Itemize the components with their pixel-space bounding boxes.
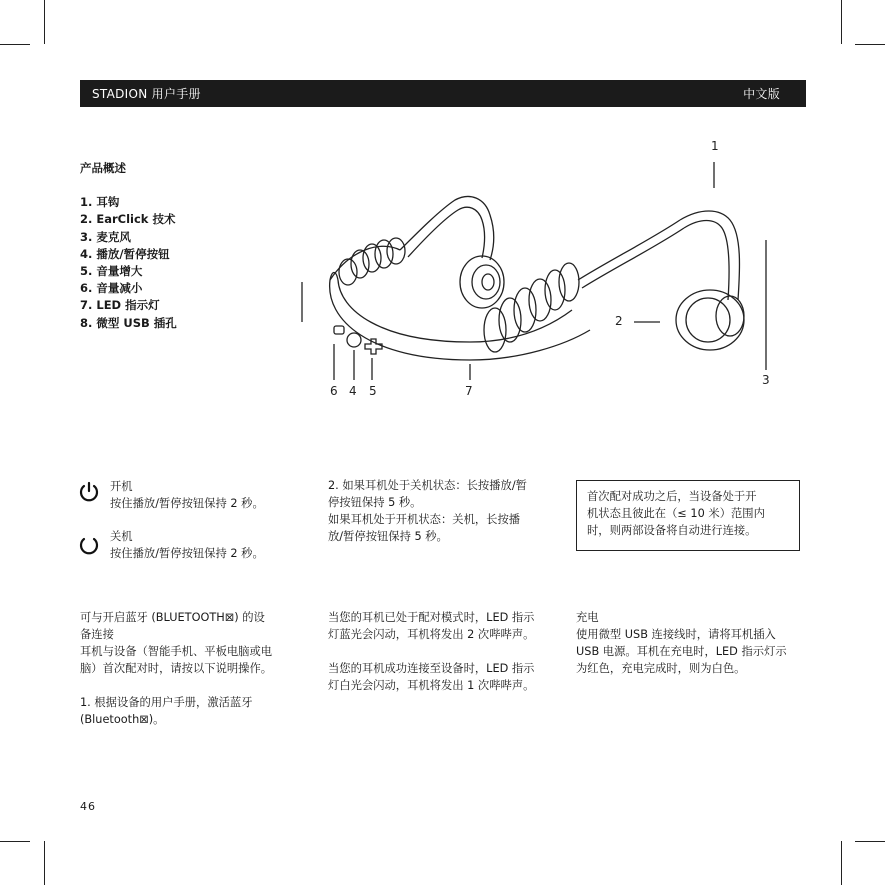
note-line: 机状态且彼此在（≤ 10 米）范围内 <box>587 507 765 520</box>
overview-item: 2. EarClick 技术 <box>80 212 176 227</box>
bluetooth-line: 脑）首次配对时，请按以下说明操作。 <box>80 662 273 675</box>
toggle-line: 放/暂停按钮保持 5 秒。 <box>328 530 448 543</box>
charging-section <box>576 609 787 677</box>
toggle-line: 2. 如果耳机处于关机状态：长按播放/暂 <box>328 479 527 492</box>
toggle-line: 停按钮保持 5 秒。 <box>328 496 422 509</box>
product-overview <box>80 160 177 332</box>
callout-7: 7 <box>465 384 473 398</box>
callout-4: 4 <box>349 384 357 398</box>
bluetooth-line: 1. 根据设备的用户手册，激活蓝牙 <box>80 696 253 709</box>
header-bar <box>80 80 806 107</box>
pairing-line: 当您的耳机成功连接至设备时，LED 指示 <box>328 662 535 675</box>
overview-item: 7. LED 指示灯 <box>80 298 160 313</box>
callout-1: 1 <box>711 139 719 153</box>
overview-item: 5. 音量增大 <box>80 264 143 279</box>
callout-3: 3 <box>762 373 770 387</box>
pairing-line: 灯蓝光会闪动，耳机将发出 2 次哔哔声。 <box>328 628 535 641</box>
callout-5: 5 <box>369 384 377 398</box>
crop-mark <box>855 841 885 842</box>
power-on-icon <box>78 481 100 503</box>
pairing-section <box>328 609 534 694</box>
pairing-line: 当您的耳机已处于配对模式时，LED 指示 <box>328 611 535 624</box>
charging-line: USB 电源。耳机在充电时，LED 指示灯示 <box>576 645 787 658</box>
bluetooth-line: 耳机与设备（智能手机、平板电脑或电 <box>80 645 273 658</box>
headphone-illustration <box>290 130 810 400</box>
overview-title: 产品概述 <box>80 161 126 175</box>
charging-title: 充电 <box>576 611 599 624</box>
page-number: 46 <box>80 800 96 813</box>
note-line: 时，则两部设备将自动进行连接。 <box>587 524 757 537</box>
crop-mark <box>855 44 885 45</box>
bluetooth-section <box>80 609 272 728</box>
bluetooth-line: 备连接 <box>80 628 114 641</box>
language-label: 中文版 <box>743 87 780 101</box>
overview-item: 8. 微型 USB 插孔 <box>80 315 177 330</box>
crop-mark <box>0 44 30 45</box>
power-on-text: 按住播放/暂停按钮保持 2 秒。 <box>110 497 264 510</box>
crop-mark <box>0 841 30 842</box>
crop-mark <box>841 0 842 44</box>
charging-line: 使用微型 USB 连接线时，请将耳机插入 <box>576 628 776 641</box>
power-off-block <box>110 528 264 562</box>
power-off-title: 关机 <box>110 530 133 543</box>
note-line: 首次配对成功之后，当设备处于开 <box>587 490 757 503</box>
charging-line: 为红色，充电完成时，则为白色。 <box>576 662 746 675</box>
bluetooth-line: 可与开启蓝牙 (BLUETOOTH⊠) 的设 <box>80 611 265 624</box>
overview-item: 4. 播放/暂停按钮 <box>80 246 170 261</box>
bluetooth-line: (Bluetooth⊠)。 <box>80 713 165 726</box>
crop-mark <box>44 841 45 885</box>
auto-connect-note <box>576 480 800 551</box>
power-off-text: 按住播放/暂停按钮保持 2 秒。 <box>110 547 264 560</box>
toggle-line: 如果耳机处于开机状态：关机，长按播 <box>328 513 521 526</box>
overview-item: 1. 耳钩 <box>80 195 120 210</box>
overview-item: 6. 音量减小 <box>80 281 143 296</box>
pairing-line: 灯白光会闪动，耳机将发出 1 次哔哔声。 <box>328 679 535 692</box>
overview-item: 3. 麦克风 <box>80 229 131 244</box>
power-on-title: 开机 <box>110 480 133 493</box>
crop-mark <box>44 0 45 44</box>
crop-mark <box>841 841 842 885</box>
toggle-instructions <box>328 477 527 545</box>
callout-6: 6 <box>330 384 338 398</box>
manual-title: STADION 用户手册 <box>92 87 201 101</box>
power-on-block <box>110 478 264 512</box>
callout-2: 2 <box>615 314 623 328</box>
power-off-icon <box>78 534 100 556</box>
